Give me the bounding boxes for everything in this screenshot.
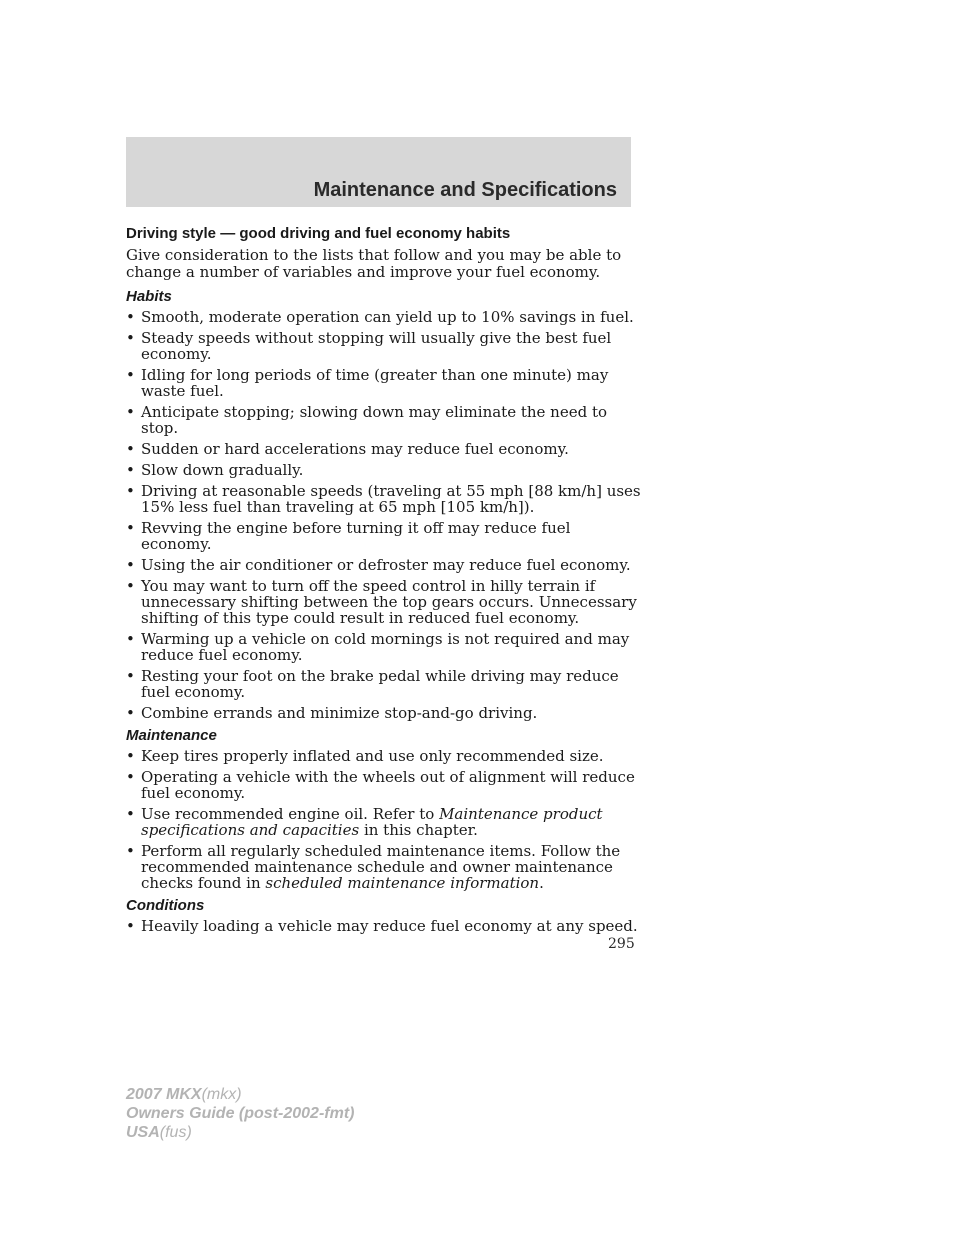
- list-item: [126, 705, 641, 721]
- list-item: [126, 918, 641, 934]
- list-item-text: You may want to turn off the speed control in hilly terrain if unnecessary shifting between the top gears occurs. Unnecessary shifting of this type could result in reduced fuel economy.: [141, 577, 637, 627]
- list-item-text: Slow down gradually.: [141, 461, 304, 479]
- page-content: [126, 224, 641, 939]
- bullet-icon: •: [126, 747, 135, 765]
- bullet-icon: •: [126, 461, 135, 479]
- cross-reference: scheduled maintenance information: [265, 874, 540, 892]
- bullet-icon: •: [126, 366, 135, 384]
- list-item: [126, 748, 641, 764]
- footer-region-line: [126, 1123, 354, 1142]
- bullet-icon: •: [126, 805, 135, 823]
- list-item: [126, 520, 641, 552]
- list-item-text: Steady speeds without stopping will usually give the best fuel economy.: [141, 329, 612, 363]
- footer-guide: Owners Guide (post-2002-fmt): [126, 1105, 355, 1122]
- habits-heading: Habits: [126, 288, 172, 305]
- bullet-icon: •: [126, 440, 135, 458]
- bullet-icon: •: [126, 577, 135, 595]
- bullet-icon: •: [126, 917, 135, 935]
- list-item-text: Idling for long periods of time (greater than one minute) may waste fuel.: [141, 366, 609, 400]
- bullet-icon: •: [126, 308, 135, 326]
- list-item: [126, 806, 641, 838]
- list-item-text: Resting your foot on the brake pedal while driving may reduce fuel economy.: [141, 667, 619, 701]
- footer-region-code: (fus): [159, 1124, 192, 1141]
- bullet-icon: •: [126, 519, 135, 537]
- bullet-icon: •: [126, 842, 135, 860]
- bullet-icon: •: [126, 403, 135, 421]
- habits-list: [126, 309, 641, 721]
- document-footer: [126, 1085, 354, 1142]
- conditions-list: [126, 918, 641, 934]
- list-item-text: Keep tires properly inflated and use only recommended size.: [141, 747, 604, 765]
- bullet-icon: •: [126, 329, 135, 347]
- list-item-text: Heavily loading a vehicle may reduce fuel economy at any speed.: [141, 917, 638, 935]
- conditions-heading: Conditions: [126, 897, 205, 914]
- bullet-icon: •: [126, 768, 135, 786]
- list-item-text: Smooth, moderate operation can yield up to 10% savings in fuel.: [141, 308, 634, 326]
- list-item-text: Anticipate stopping; slowing down may eliminate the need to stop.: [141, 403, 608, 437]
- list-item: [126, 462, 641, 478]
- list-item-text: Use recommended engine oil. Refer to: [141, 805, 440, 823]
- list-item-text: Combine errands and minimize stop-and-go driving.: [141, 704, 538, 722]
- bullet-icon: •: [126, 482, 135, 500]
- list-item: [126, 668, 641, 700]
- footer-model-code: (mkx): [201, 1086, 242, 1103]
- bullet-icon: •: [126, 630, 135, 648]
- section-title: Driving style — good driving and fuel economy habits: [126, 225, 511, 242]
- page-number: 295: [608, 936, 635, 952]
- list-item-text: Using the air conditioner or defroster may reduce fuel economy.: [141, 556, 631, 574]
- footer-region: USA: [126, 1124, 160, 1141]
- list-item-text: .: [539, 874, 544, 892]
- list-item: [126, 441, 641, 457]
- list-item: [126, 578, 641, 626]
- bullet-icon: •: [126, 667, 135, 685]
- cross-reference: Maintenance product specifications and capacities: [141, 805, 603, 839]
- section-intro: Give consideration to the lists that follow and you may be able to change a number of variables and improve your fuel economy.: [126, 246, 622, 281]
- list-item: [126, 309, 641, 325]
- list-item-text: in this chapter.: [359, 821, 478, 839]
- list-item-text: Operating a vehicle with the wheels out of alignment will reduce fuel economy.: [141, 768, 635, 802]
- list-item: [126, 404, 641, 436]
- list-item: [126, 769, 641, 801]
- bullet-icon: •: [126, 556, 135, 574]
- list-item: [126, 367, 641, 399]
- footer-model: 2007 MKX: [126, 1086, 202, 1103]
- maintenance-list: [126, 748, 641, 891]
- list-item: [126, 483, 641, 515]
- list-item-text: Warming up a vehicle on cold mornings is not required and may reduce fuel economy.: [141, 630, 630, 664]
- list-item-text: Driving at reasonable speeds (traveling at 55 mph [88 km/h] uses 15% less fuel than traveling at 65 mph [105 km/h]).: [141, 482, 641, 516]
- list-item-text: Sudden or hard accelerations may reduce fuel economy.: [141, 440, 569, 458]
- list-item-text: Revving the engine before turning it off may reduce fuel economy.: [141, 519, 571, 553]
- list-item: [126, 843, 641, 891]
- list-item: [126, 330, 641, 362]
- maintenance-heading: Maintenance: [126, 727, 217, 744]
- bullet-icon: •: [126, 704, 135, 722]
- chapter-title: Maintenance and Specifications: [313, 179, 617, 201]
- footer-model-line: [126, 1085, 354, 1104]
- list-item: [126, 631, 641, 663]
- list-item: [126, 557, 641, 573]
- list-item-text: Perform all regularly scheduled maintenance items. Follow the recommended maintenance schedule and owner maintenance checks found in: [141, 842, 621, 892]
- chapter-header-band: [126, 137, 631, 207]
